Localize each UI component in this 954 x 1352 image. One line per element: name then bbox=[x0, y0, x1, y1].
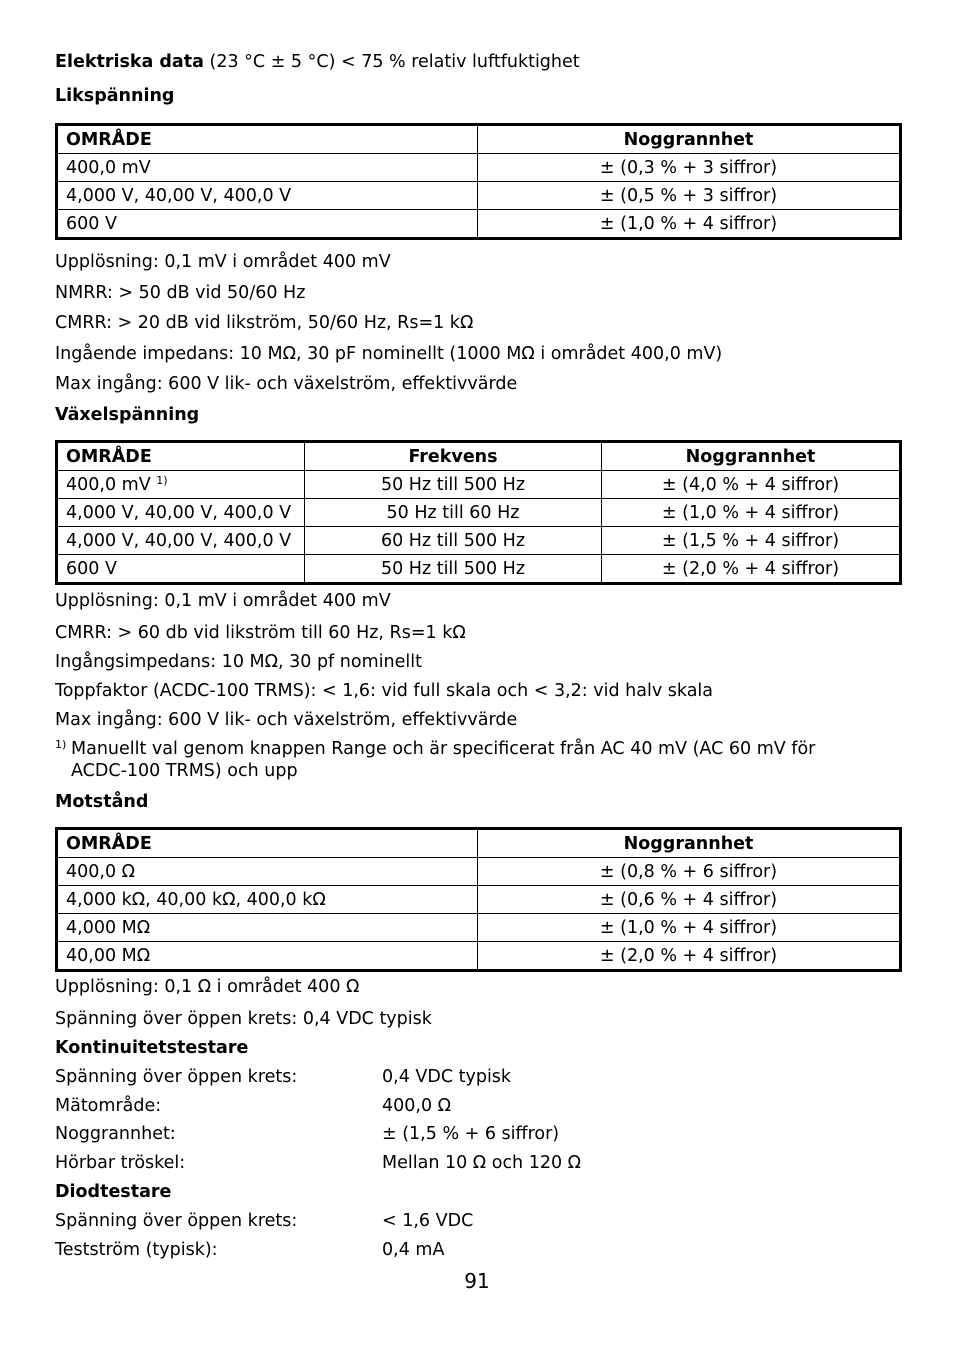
spec-key: Testström (typisk): bbox=[55, 1240, 218, 1260]
spec-value: 400,0 Ω bbox=[382, 1096, 452, 1116]
column-header: Noggrannhet bbox=[478, 829, 901, 858]
table-cell: ± (1,0 % + 4 siffror) bbox=[478, 914, 901, 942]
dc-note: CMRR: > 20 dB vid likström, 50/60 Hz, Rs=1 kΩ bbox=[55, 313, 474, 333]
dc-note: Upplösning: 0,1 mV i området 400 mV bbox=[55, 252, 391, 272]
dc-note: Max ingång: 600 V lik- och växelström, effektivvärde bbox=[55, 374, 518, 394]
ac-note: Upplösning: 0,1 mV i området 400 mV bbox=[55, 591, 391, 611]
resistance-note: Upplösning: 0,1 Ω i området 400 Ω bbox=[55, 977, 360, 997]
column-header: OMRÅDE bbox=[57, 442, 305, 471]
spec-key: Mätområde: bbox=[55, 1096, 162, 1116]
resistance-title: Motstånd bbox=[55, 792, 149, 812]
dc-note: Ingående impedans: 10 MΩ, 30 pF nominellt (1000 MΩ i området 400,0 mV) bbox=[55, 344, 723, 364]
column-header: Frekvens bbox=[305, 442, 602, 471]
table-cell: 400,0 Ω bbox=[57, 858, 478, 886]
table-cell: ± (1,0 % + 4 siffror) bbox=[602, 499, 901, 527]
table-cell: 4,000 V, 40,00 V, 400,0 V bbox=[57, 182, 478, 210]
table-header-row bbox=[57, 829, 901, 858]
table-row bbox=[57, 210, 901, 239]
spec-key: Noggrannhet: bbox=[55, 1124, 176, 1144]
ac-note: Ingångsimpedans: 10 MΩ, 30 pf nominellt bbox=[55, 652, 422, 672]
table-row bbox=[57, 527, 901, 555]
spec-row bbox=[55, 1210, 473, 1232]
dc-voltage-title: Likspänning bbox=[55, 86, 175, 106]
spec-key: Hörbar tröskel: bbox=[55, 1153, 186, 1173]
cell-text: 400,0 mV bbox=[66, 474, 151, 495]
resistance-table bbox=[55, 827, 902, 972]
table-cell: ± (0,6 % + 4 siffror) bbox=[478, 886, 901, 914]
table-row bbox=[57, 499, 901, 527]
table-cell: ± (4,0 % + 4 siffror) bbox=[602, 471, 901, 499]
section-heading bbox=[55, 51, 580, 73]
table-cell: 4,000 MΩ bbox=[57, 914, 478, 942]
spec-row bbox=[55, 1152, 581, 1174]
table-cell: 4,000 V, 40,00 V, 400,0 V bbox=[57, 499, 305, 527]
spec-value: < 1,6 VDC bbox=[382, 1211, 474, 1231]
spec-row bbox=[55, 1239, 444, 1261]
continuity-title: Kontinuitetstestare bbox=[55, 1038, 249, 1058]
ac-note: CMRR: > 60 db vid likström till 60 Hz, Rs=1 kΩ bbox=[55, 623, 466, 643]
ac-voltage-table bbox=[55, 440, 902, 585]
table-cell: 4,000 V, 40,00 V, 400,0 V bbox=[57, 527, 305, 555]
table-cell: ± (1,0 % + 4 siffror) bbox=[478, 210, 901, 239]
dc-note: NMRR: > 50 dB vid 50/60 Hz bbox=[55, 283, 306, 303]
table-row bbox=[57, 471, 901, 499]
footnote-text: ACDC-100 TRMS) och upp bbox=[71, 761, 298, 781]
spec-value: 0,4 mA bbox=[382, 1240, 445, 1260]
dc-voltage-table bbox=[55, 123, 902, 240]
table-cell: 50 Hz till 500 Hz bbox=[305, 471, 602, 499]
table-cell: ± (2,0 % + 4 siffror) bbox=[478, 942, 901, 971]
table-cell: 4,000 kΩ, 40,00 kΩ, 400,0 kΩ bbox=[57, 886, 478, 914]
spec-value: Mellan 10 Ω och 120 Ω bbox=[382, 1153, 582, 1173]
table-cell: ± (1,5 % + 4 siffror) bbox=[602, 527, 901, 555]
table-row bbox=[57, 914, 901, 942]
ac-note: Max ingång: 600 V lik- och växelström, effektivvärde bbox=[55, 710, 518, 730]
footnote bbox=[55, 738, 815, 782]
ac-note: Toppfaktor (ACDC-100 TRMS): < 1,6: vid full skala och < 3,2: vid halv skala bbox=[55, 681, 714, 701]
spec-row bbox=[55, 1095, 451, 1117]
table-cell: 400,0 mV bbox=[57, 154, 478, 182]
spec-value: ± (1,5 % + 6 siffror) bbox=[382, 1124, 560, 1144]
table-cell: 40,00 MΩ bbox=[57, 942, 478, 971]
spec-value: 0,4 VDC typisk bbox=[382, 1067, 512, 1087]
diode-title: Diodtestare bbox=[55, 1182, 172, 1202]
footnote-reference: 1) bbox=[156, 473, 168, 487]
table-row bbox=[57, 942, 901, 971]
column-header: OMRÅDE bbox=[57, 829, 478, 858]
table-cell: ± (2,0 % + 4 siffror) bbox=[602, 555, 901, 584]
column-header: Noggrannhet bbox=[478, 125, 901, 154]
spec-key: Spänning över öppen krets: bbox=[55, 1067, 298, 1087]
table-cell: 60 Hz till 500 Hz bbox=[305, 527, 602, 555]
table-row bbox=[57, 886, 901, 914]
column-header: OMRÅDE bbox=[57, 125, 478, 154]
footnote-text: Manuellt val genom knappen Range och är specificerat från AC 40 mV (AC 60 mV för bbox=[71, 739, 816, 759]
table-header-row bbox=[57, 125, 901, 154]
table-header-row bbox=[57, 442, 901, 471]
spec-row bbox=[55, 1123, 559, 1145]
heading-title: Elektriska data bbox=[55, 52, 204, 72]
page-number: 91 bbox=[464, 1269, 490, 1293]
table-cell: ± (0,3 % + 3 siffror) bbox=[478, 154, 901, 182]
spec-key: Spänning över öppen krets: bbox=[55, 1211, 298, 1231]
table-cell: ± (0,5 % + 3 siffror) bbox=[478, 182, 901, 210]
table-row bbox=[57, 182, 901, 210]
spec-row bbox=[55, 1066, 511, 1088]
table-cell: 600 V bbox=[57, 555, 305, 584]
table-cell: 600 V bbox=[57, 210, 478, 239]
table-row bbox=[57, 555, 901, 584]
heading-conditions: (23 °C ± 5 °C) < 75 % relativ luftfuktighet bbox=[209, 52, 580, 72]
table-cell: 50 Hz till 500 Hz bbox=[305, 555, 602, 584]
table-row bbox=[57, 154, 901, 182]
resistance-note: Spänning över öppen krets: 0,4 VDC typisk bbox=[55, 1009, 432, 1029]
ac-voltage-title: Växelspänning bbox=[55, 405, 200, 425]
table-cell bbox=[57, 471, 305, 499]
table-cell: 50 Hz till 60 Hz bbox=[305, 499, 602, 527]
table-row bbox=[57, 858, 901, 886]
column-header: Noggrannhet bbox=[602, 442, 901, 471]
table-cell: ± (0,8 % + 6 siffror) bbox=[478, 858, 901, 886]
footnote-mark: 1) bbox=[55, 738, 67, 751]
